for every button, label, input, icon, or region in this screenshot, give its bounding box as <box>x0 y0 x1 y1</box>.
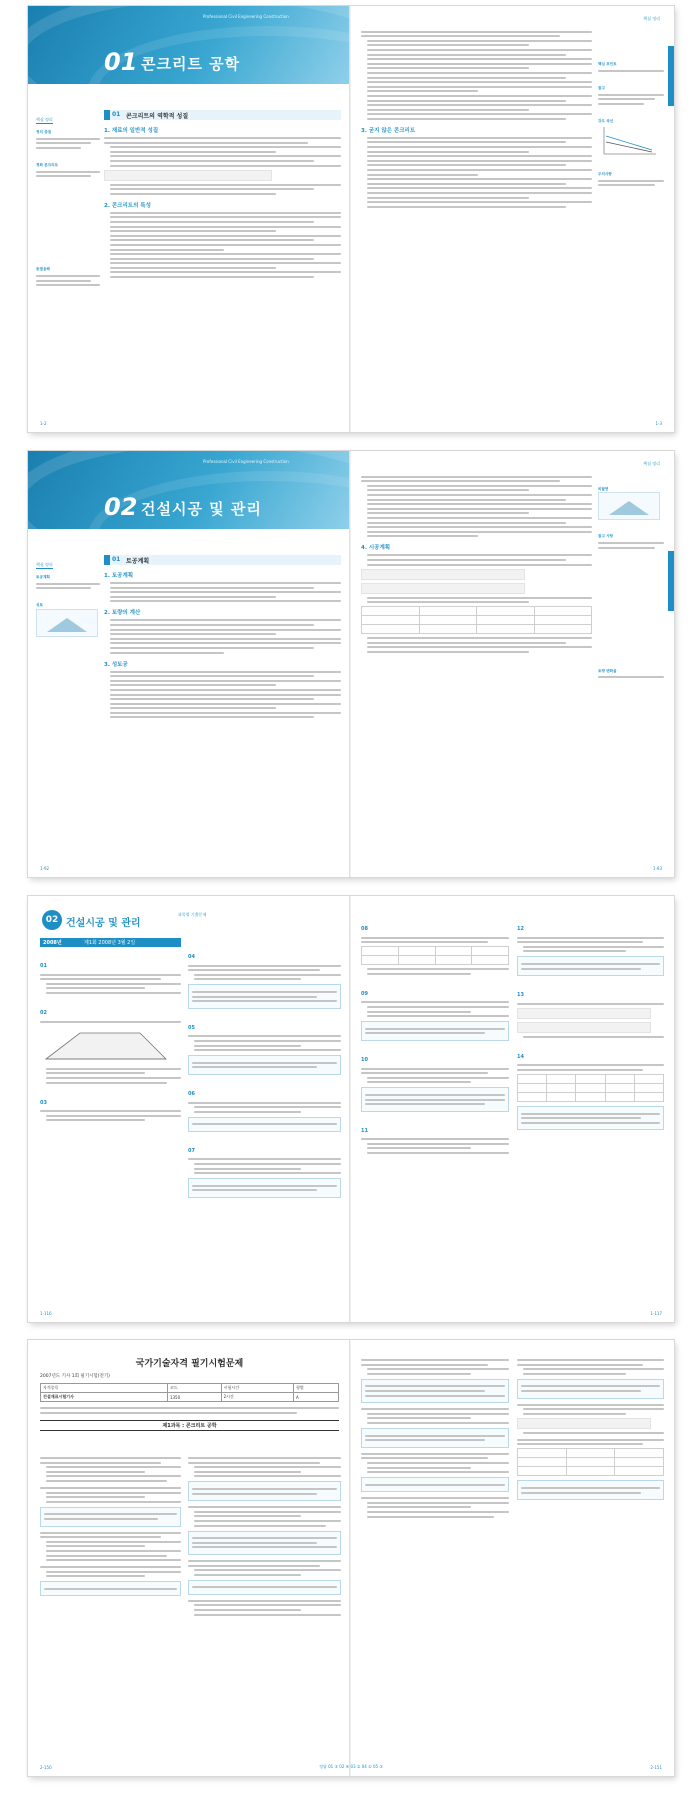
question-number: 06 <box>188 1090 195 1097</box>
page-left <box>28 6 351 432</box>
page-folio: 1-2 <box>40 421 47 426</box>
question-number: 04 <box>188 954 195 960</box>
question <box>188 943 341 1009</box>
question <box>188 1080 341 1132</box>
exam-header <box>42 910 142 932</box>
question <box>188 1137 341 1198</box>
spread-past-exam <box>28 1340 674 1776</box>
side-note: 강도 곡선 <box>598 118 614 123</box>
chapter-number: 01 <box>104 48 138 76</box>
question <box>40 1089 181 1122</box>
section-bar <box>104 555 341 565</box>
chapter-tab <box>668 551 674 611</box>
side-note: 참고 <box>598 85 605 90</box>
question-number: 09 <box>361 990 368 997</box>
left-column-a <box>40 1452 181 1601</box>
subject-heading: 제1과목 : 콘크리트 공학 <box>40 1420 339 1431</box>
question <box>361 1046 509 1112</box>
question-number: 05 <box>188 1024 195 1031</box>
spread-chapter-02 <box>28 451 674 877</box>
year-bar <box>40 938 181 947</box>
left-content <box>104 110 341 281</box>
side-note: 토량 변화율 <box>598 668 617 673</box>
conversion-table <box>361 606 592 634</box>
chapter-number: 02 <box>104 493 138 521</box>
table-cell: 건설재료시험기사 <box>41 1393 168 1402</box>
heading: 2. 콘크리트의 특성 <box>104 202 151 209</box>
question <box>517 915 664 976</box>
exam-year: 2008년 <box>43 940 62 946</box>
question-number: 12 <box>517 926 524 932</box>
side-note: 토공계획 <box>36 575 50 579</box>
right-margin-notes <box>598 487 664 692</box>
question-number: 02 <box>40 1009 47 1016</box>
right-margin-notes <box>598 62 664 200</box>
question-number: 14 <box>517 1053 524 1060</box>
table-header: 자격종목 <box>41 1384 168 1393</box>
page-right <box>351 451 674 877</box>
chapter-banner <box>28 451 351 529</box>
side-note: 비탈면 <box>598 487 609 491</box>
exam-round: 제1회 2008년 3월 2일 <box>84 940 136 946</box>
side-note: 성토 <box>36 603 43 608</box>
left-column-b <box>188 938 341 1203</box>
heading: 4. 시공계획 <box>361 545 391 552</box>
question <box>361 980 509 1041</box>
question <box>40 952 181 994</box>
data-table <box>517 1074 664 1102</box>
page-folio: 2-150 <box>40 1765 52 1770</box>
exam-info-table <box>40 1383 339 1402</box>
question-number: 01 <box>40 963 47 969</box>
side-note: 정의 중점 <box>36 130 52 134</box>
chapter-title: 건설시공 및 관리 <box>66 918 141 929</box>
section-number: 01 <box>112 556 121 563</box>
question-number: 03 <box>40 1099 47 1106</box>
left-column-b <box>188 1452 341 1621</box>
spread-chapter-01 <box>28 6 674 432</box>
page-folio: 1-3 <box>655 421 662 426</box>
strength-graph <box>598 124 658 158</box>
question-number: 13 <box>517 992 524 999</box>
banner-subtitle: Professional Civil Engineering Construction <box>203 459 289 464</box>
data-table <box>517 1448 664 1476</box>
question-number: 07 <box>188 1147 195 1154</box>
embankment-figure <box>36 609 98 637</box>
right-column-b <box>517 1354 664 1505</box>
side-tag: 핵심 정리 <box>36 117 53 122</box>
cover-title: 국가기술자격 필기시험문제 <box>135 1359 244 1369</box>
question <box>517 981 664 1038</box>
heading: 3. 굳지 않은 콘크리트 <box>361 127 416 134</box>
section-title: 콘크리트의 역학적 성질 <box>126 113 189 120</box>
page-left <box>28 451 351 877</box>
page-folio: 1-116 <box>40 1311 52 1316</box>
banner-subtitle: Professional Civil Engineering Construction <box>203 14 289 19</box>
heading: 3. 성토공 <box>104 661 128 668</box>
question-number: 10 <box>361 1056 368 1063</box>
section-title: 토공계획 <box>126 558 150 565</box>
running-header: 핵심 정리 <box>643 16 660 21</box>
page-right <box>351 1340 674 1776</box>
table-cell: A <box>293 1393 338 1402</box>
right-column-a <box>361 1354 509 1523</box>
table-cell: 2시간 <box>221 1393 293 1402</box>
chapter-title: 건설시공 및 관리 <box>141 500 262 518</box>
right-content <box>361 28 592 210</box>
slope-diagram <box>40 1025 170 1065</box>
right-column-a <box>361 910 509 1159</box>
section-number: 01 <box>112 111 121 118</box>
cover-round: 2007년도 기사 1회 필기시험(전기) <box>40 1374 110 1379</box>
table-cell: 1350 <box>167 1393 221 1402</box>
page-folio: 1-92 <box>40 866 50 871</box>
section-bar <box>104 110 341 120</box>
side-note: 동결융해 <box>36 267 50 272</box>
side-note: 주의사항 <box>598 171 612 176</box>
side-note: 참고 사항 <box>598 534 614 539</box>
page-right <box>351 896 674 1322</box>
side-note: 경화 콘크리트 <box>36 162 59 167</box>
spread-exam-questions <box>28 896 674 1322</box>
side-tag: 핵심 정리 <box>36 562 53 567</box>
question-number: 11 <box>361 1127 368 1134</box>
heading: 1. 재료의 일반적 성질 <box>104 128 159 134</box>
page-right <box>351 6 674 432</box>
question <box>361 1117 509 1154</box>
right-column-b <box>517 910 664 1135</box>
right-content <box>361 473 592 655</box>
left-content <box>104 555 341 721</box>
question-number: 08 <box>361 926 368 932</box>
left-sidebar <box>36 106 100 300</box>
table-header: 시험시간 <box>221 1384 293 1393</box>
formula <box>104 170 272 181</box>
running-header: 핵심 정리 <box>643 461 660 466</box>
page-left <box>28 896 351 1322</box>
left-column-a <box>40 938 181 1126</box>
formula <box>361 569 525 580</box>
cover-block <box>40 1346 339 1435</box>
question <box>517 1043 664 1131</box>
question <box>40 999 181 1084</box>
page-folio: 1-93 <box>652 866 662 871</box>
page-folio: 1-117 <box>650 1311 662 1316</box>
slope-figure <box>598 492 660 520</box>
left-sidebar <box>36 551 100 651</box>
exam-tag: 과목별 기출문제 <box>178 912 207 917</box>
table-header: 코드 <box>167 1384 221 1393</box>
page-left <box>28 1340 351 1776</box>
chapter-tab <box>668 46 674 106</box>
formula <box>361 583 525 594</box>
page-folio: 2-151 <box>650 1765 662 1770</box>
chapter-banner <box>28 6 351 84</box>
table-header: 형별 <box>293 1384 338 1393</box>
answer-strip: 정답 01 ③ 02 ④ 03 ② 04 ① 05 ③ <box>319 1764 383 1769</box>
question <box>361 915 509 975</box>
heading: 1. 토공계획 <box>104 573 134 579</box>
data-table <box>361 946 509 965</box>
side-note: 핵심 포인트 <box>598 62 617 66</box>
heading: 2. 토량의 계산 <box>104 610 141 617</box>
chapter-number: 02 <box>42 910 62 930</box>
chapter-title: 콘크리트 공학 <box>141 55 241 73</box>
question <box>188 1014 341 1075</box>
